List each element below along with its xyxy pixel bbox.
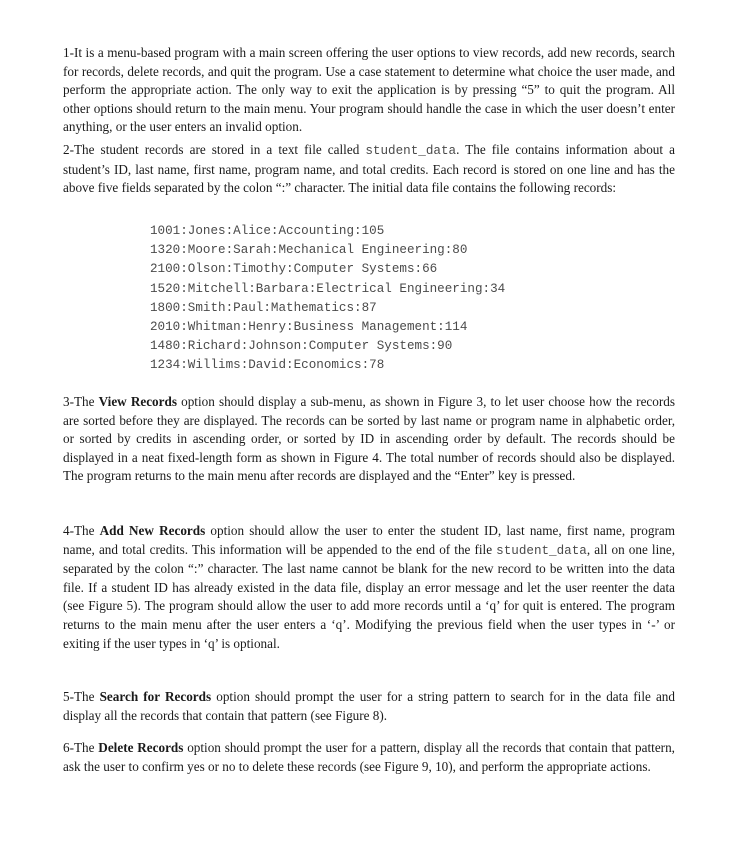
paragraph-4 xyxy=(63,522,675,653)
paragraph-1-text: 1-It is a menu-based program with a main screen offering the user options to view records, add new records, search for records, delete records, and quit the program. Use a case statement to determine what choice the user made, and perform the appropriate action. The only way to exit the application is by pressing “5” to quit the program. All other options should return to the main menu. Your program should handle the case in which the user doesn’t enter anything, or the user enters an invalid option. xyxy=(63,45,675,135)
record-line: 1520:Mitchell:Barbara:Electrical Engineering:34 xyxy=(150,281,506,296)
paragraph-5-text: option should prompt the user for a string pattern to search for in the data file and display all the records that contain that pattern (see Figure 8). xyxy=(63,689,675,723)
heading-add-new-records: Add New Records xyxy=(99,523,206,538)
record-line: 2100:Olson:Timothy:Computer Systems:66 xyxy=(150,262,438,277)
paragraph-6 xyxy=(63,739,675,776)
record-line: 1800:Smith:Paul:Mathematics:87 xyxy=(150,300,377,315)
heading-view-records: View Records xyxy=(98,394,177,409)
paragraph-5 xyxy=(63,688,675,725)
paragraph-2 xyxy=(63,141,675,198)
paragraph-4-prefix: 4-The xyxy=(63,523,100,538)
heading-search-for-records: Search for Records xyxy=(99,689,212,704)
paragraph-1 xyxy=(63,44,675,137)
paragraph-2-text-after: . The file contains information about a student’s ID, last name, first name, program name, and total credits. Each record is stored on one line and has the above five fields separated by the colon “:” character. The initial data file contains the following records: xyxy=(63,142,675,196)
paragraph-4-text-mid: option should allow the user to enter the student ID, last name, first name, program name, and total credits. This information will be appended to the end of the file xyxy=(63,523,675,557)
paragraph-2-text-before: 2-The student records are stored in a text file called xyxy=(63,142,366,157)
record-line: 1001:Jones:Alice:Accounting:105 xyxy=(150,224,385,238)
paragraph-3-prefix: 3-The xyxy=(63,394,99,409)
filename-student-data: student_data xyxy=(365,144,457,158)
paragraph-6-prefix: 6-The xyxy=(63,740,99,755)
paragraph-3-text: option should display a sub-menu, as shown in Figure 3, to let user choose how the records are sorted before they are displayed. The records can be sorted by last name or program name in alphabetic order, or sorted by credits in ascending order, or sorted by ID in ascending order by default. The records should be displayed in a neat fixed-length form as shown in Figure 4. The total number of records should also be displayed. The program returns to the main menu after records are displayed and the “Enter” key is pressed. xyxy=(63,394,675,484)
record-line: 2010:Whitman:Henry:Business Management:114 xyxy=(150,320,468,335)
record-line: 1320:Moore:Sarah:Mechanical Engineering:80 xyxy=(150,243,468,258)
records-list xyxy=(150,222,505,376)
paragraph-5-prefix: 5-The xyxy=(63,689,100,704)
paragraph-6-text: option should prompt the user for a pattern, display all the records that contain that pattern, ask the user to confirm yes or no to delete these records (see Figure 9, 10), and perform the appropriate actions. xyxy=(63,740,675,774)
paragraph-4-text: , all on one line, separated by the colon “:” character. The last name cannot be blank for the new record to be written into the data file. If a student ID has already existed in the data file, display an error message and let the user reenter the data (see Figure 5). The program should allow the user to add more records until a ‘q’ for quit is entered. The program returns to the main menu after the user enters a ‘q’. Modifying the previous field when the user types in ‘-’ or exiting if the user types in ‘q’ is optional. xyxy=(63,541,675,651)
record-line: 1480:Richard:Johnson:Computer Systems:90 xyxy=(150,339,453,354)
heading-delete-records: Delete Records xyxy=(98,740,184,755)
filename-student-data: student_data xyxy=(496,543,587,558)
record-line: 1234:Willims:David:Economics:78 xyxy=(150,358,385,373)
paragraph-3 xyxy=(63,393,675,486)
